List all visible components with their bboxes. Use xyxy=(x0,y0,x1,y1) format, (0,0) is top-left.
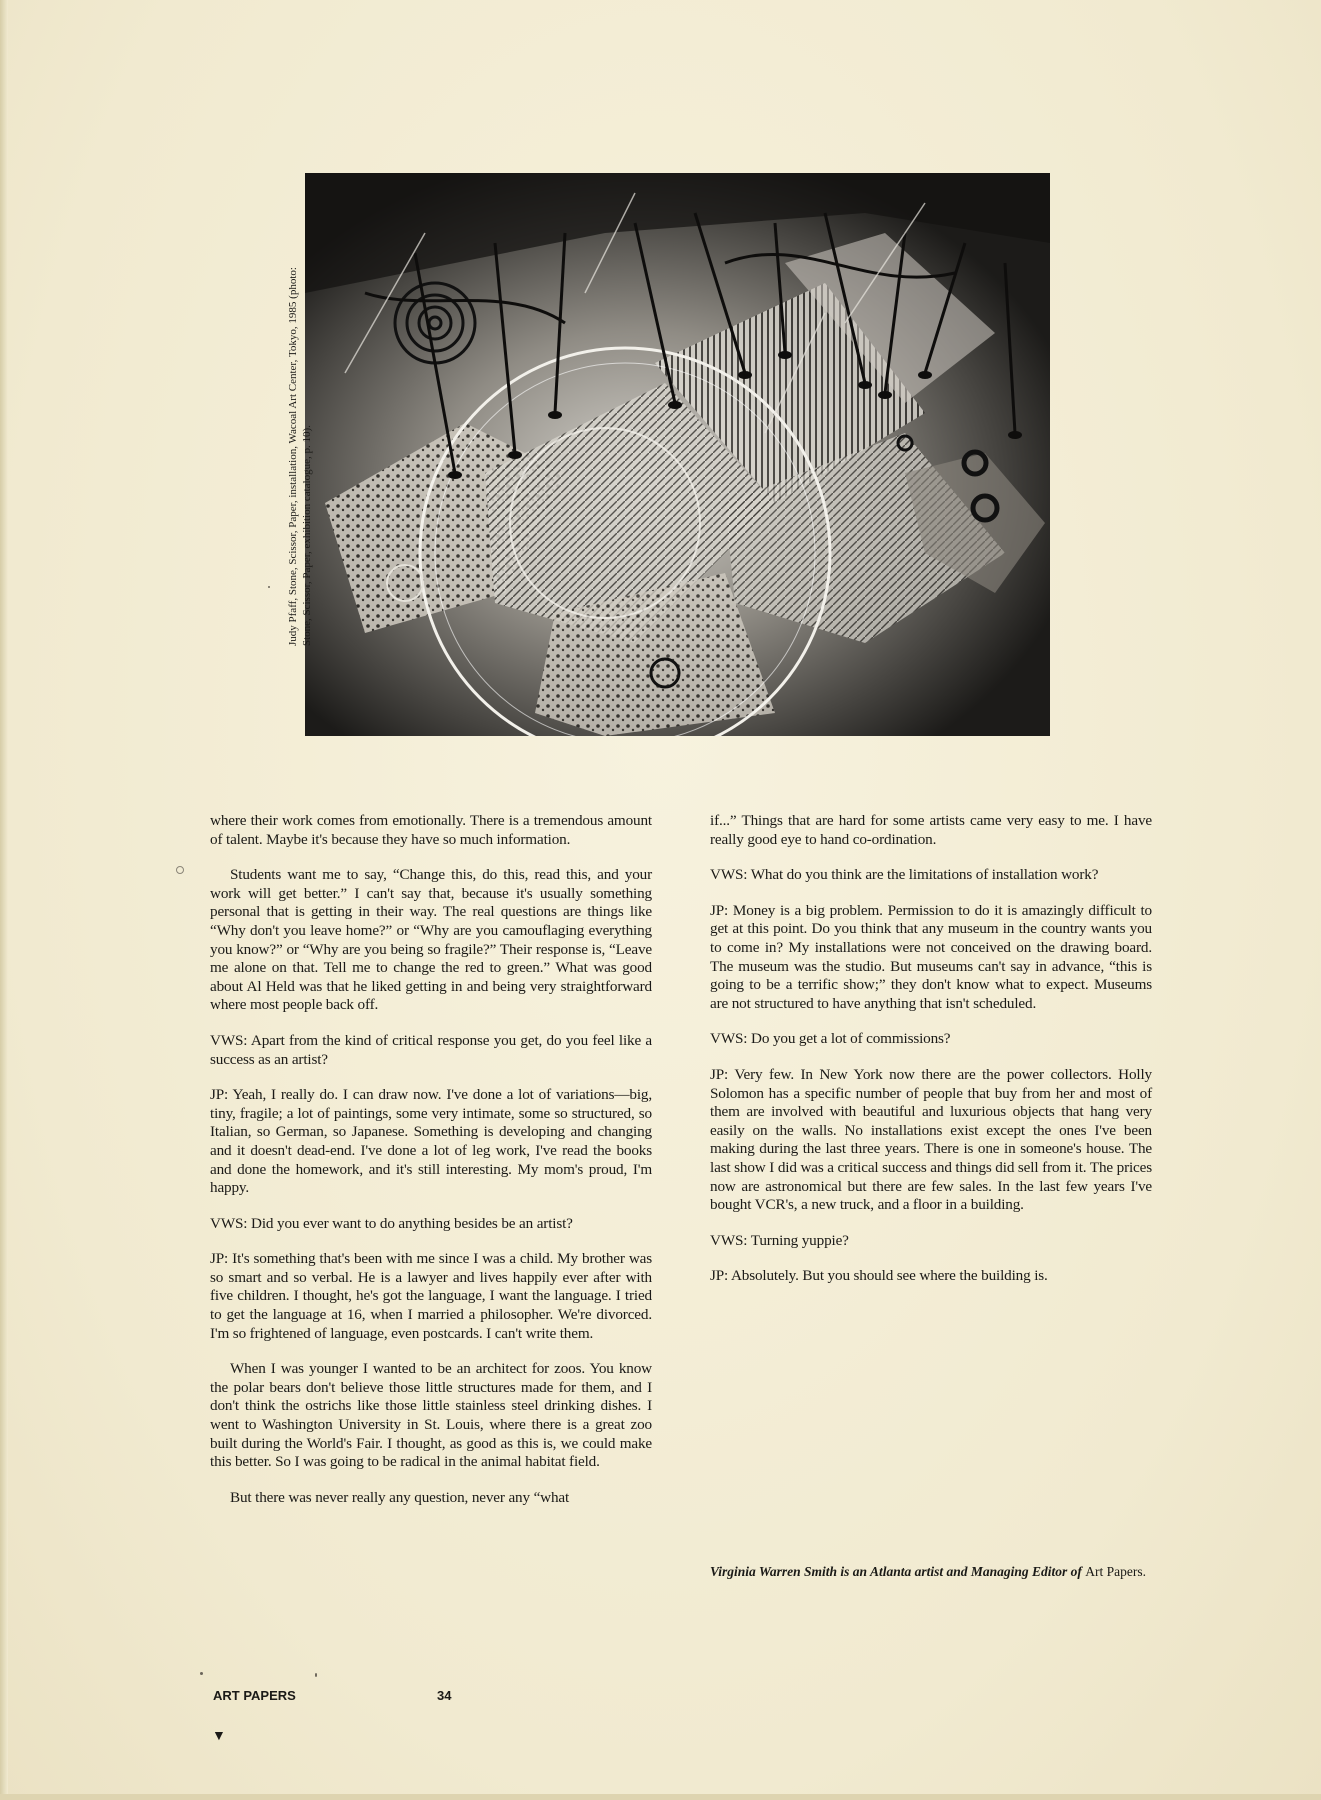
paragraph: JP: Yeah, I really do. I can draw now. I've done a lot of variations—big, tiny, fragile; a lot of paintings, some very intimate, some so structured, so Italian, so German, so Japanese. Something is developing and changing and it doesn't dead-end. I've done a lot of leg work, I've read the books and done the homework, and it's still interesting. My mom's proud, I'm happy. xyxy=(210,1086,652,1197)
print-speck xyxy=(200,1672,203,1675)
photo-caption-line-2: Stone, Scissor, Paper, exhibition catalogue, p. 10). xyxy=(301,425,313,646)
page-number: 34 xyxy=(437,1688,452,1703)
installation-photograph xyxy=(305,173,1050,736)
paragraph: When I was younger I wanted to be an architect for zoos. You know the polar bears don't believe those little structures made for them, and I don't think the ostrichs like those little stainless steel drinking dishes. I went to Washington University in St. Louis, where there is a great zoo built during the World's Fair. I thought, as good as this is, we could make this better. So I was going to be radical in the animal habitat field. xyxy=(210,1360,652,1471)
author-bio-publication: Art Papers. xyxy=(1085,1564,1147,1579)
paragraph: JP: Money is a big problem. Permission to do it is amazingly difficult to get at this point. Do you think that any museum in the country wants you to come in? My installations were not conceived on the drawing board. The museum was the studio. But museums can't say in advance, “this is going to be a terrific show;” they don't know what to expect. Museums are not structured to have anything that isn't scheduled. xyxy=(710,901,1152,1012)
paragraph: where their work comes from emotionally. There is a tremendous amount of talent. Maybe it's because they have so much information. xyxy=(210,812,652,848)
author-bio-text: Virginia Warren Smith is an Atlanta artist and Managing Editor of xyxy=(710,1564,1082,1579)
page-edge-bottom xyxy=(0,1794,1321,1800)
paragraph: JP: It's something that's been with me since I was a child. My brother was so smart and so verbal. He is a lawyer and lives happily ever after with five children. I thought, he's got the language, I want the language. I tried to get the language at 16, when I married a philosopher. We're divorced. I'm so frightened of language, even postcards. I can't write them. xyxy=(210,1250,652,1342)
paragraph: Students want me to say, “Change this, do this, read this, and your work will get better.” I can't say that, because it's usually something personal that is getting in their way. The real questions are things like “Why don't you leave home?” or “Why are you camouflaging everything you know?” or “Why are you being so fragile?” Their response is, “Leave me alone on that. Tell me to change the red to green.” What was good about Al Held was that he liked getting in and being very straightforward where most people back off. xyxy=(210,866,652,1014)
paragraph: JP: Absolutely. But you should see where the building is. xyxy=(710,1267,1048,1285)
print-speck xyxy=(268,586,270,588)
left-text-column xyxy=(210,812,652,1524)
paragraph: VWS: Did you ever want to do anything besides be an artist? xyxy=(210,1214,573,1232)
paragraph: But there was never really any question, never any “what xyxy=(230,1488,570,1506)
paragraph: JP: Very few. In New York now there are the power collectors. Holly Solomon has a specific number of people that buy from her and most of them are involved with beautiful and luxurious objects that hang very easily on the walls. No installations exist except the ones I've been making during the last three years. There is one in someone's house. The last show I did was a critical success and things did sell from it. The prices now are astronomical but there are few sales. In the last few years I've bought VCR's, a new truck, and a floor in a building. xyxy=(710,1065,1152,1214)
print-speck xyxy=(315,1673,317,1677)
photo-caption-line-1: Judy Pfaff, Stone, Scissor, Paper, installation, Wacoal Art Center, Tokyo, 1985 (photo: xyxy=(287,267,299,646)
paragraph: if...” Things that are hard for some artists came very easy to me. I have really good eye to hand co-ordination. xyxy=(710,812,1152,848)
footer-publication-name: ART PAPERS xyxy=(213,1688,296,1703)
paragraph: VWS: Do you get a lot of commissions? xyxy=(710,1030,951,1048)
paragraph: VWS: Turning yuppie? xyxy=(710,1231,849,1249)
right-text-column xyxy=(710,812,1152,1303)
paragraph: VWS: Apart from the kind of critical response you get, do you feel like a success as an artist? xyxy=(210,1031,652,1068)
photo-caption xyxy=(286,176,314,646)
print-speck xyxy=(176,866,184,874)
down-arrow-icon: ▼ xyxy=(212,1729,226,1744)
author-bio xyxy=(710,1563,1155,1580)
paragraph: VWS: What do you think are the limitations of installation work? xyxy=(710,866,1099,884)
page-edge-left xyxy=(0,0,8,1800)
